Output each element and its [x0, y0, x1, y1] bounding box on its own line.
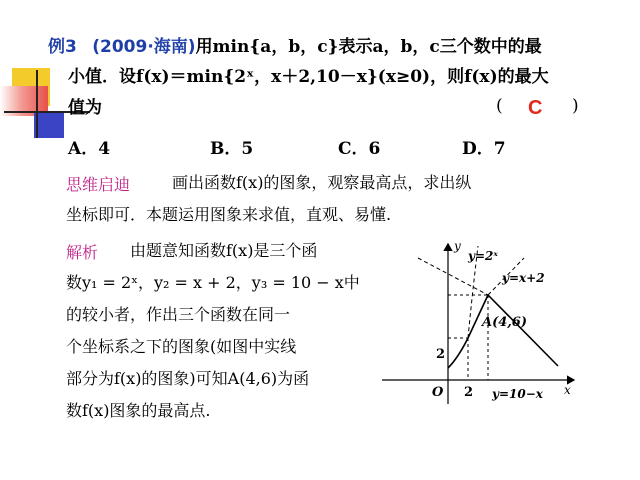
curve-exp-solid [448, 338, 468, 368]
hint-label: 思维启迪 [66, 175, 131, 194]
answer-value: C [528, 97, 543, 119]
question-source: (2009·海南) [92, 37, 196, 57]
curve2-label: y=x+2 [502, 271, 545, 285]
x-tick-label: 2 [464, 385, 474, 400]
analysis-line-1: 由题意知函数f(x)是三个函 [130, 241, 318, 260]
question-line-3: 值为 [68, 98, 102, 118]
line-10-minus-x-dashed [418, 258, 488, 295]
option-a: A．4 [68, 139, 111, 159]
y-tick-label: 2 [436, 347, 446, 362]
question-text-1: 用min{a，b，c}表示a，b，c三个数中的最 [195, 37, 542, 57]
analysis-label: 解析 [66, 243, 99, 262]
analysis-line-3: 的较小者，作出三个函数在同一 [66, 305, 291, 324]
answer-paren-close: ) [572, 96, 579, 116]
point-a-label: A(4,6) [482, 315, 528, 330]
option-d: D．7 [462, 139, 506, 159]
option-c: C．6 [338, 139, 381, 159]
decor-blue-square [34, 112, 64, 138]
option-b: B．5 [210, 139, 254, 159]
origin-label: O [432, 385, 444, 400]
question-line-2: 小值．设f(x)＝min{2ˣ，x＋2,10－x}(x≥0)，则f(x)的最大 [68, 67, 549, 87]
question-line-1 [48, 34, 542, 60]
function-graph [378, 236, 584, 408]
hint-line-1: 画出函数f(x)的图象，观察最高点，求出纵 [172, 173, 472, 192]
y-axis-label: y [454, 239, 461, 253]
example-label: 例3 [48, 37, 77, 57]
curve3-label: y=10−x [492, 387, 543, 401]
analysis-line-6: 数f(x)图象的最高点. [66, 401, 211, 420]
analysis-line-2: 数y₁ = 2ˣ，y₂ = x + 2，y₃ = 10 − x中 [66, 273, 360, 292]
answer-paren-open: ( [496, 96, 503, 116]
curve1-label: y=2ˣ [468, 249, 498, 263]
analysis-line-4: 个坐标系之下的图象(如图中实线 [66, 337, 297, 356]
analysis-line-5: 部分为f(x)的图象)可知A(4,6)为函 [66, 369, 310, 388]
line-10-minus-x-solid [488, 295, 558, 366]
hint-line-2: 坐标即可．本题运用图象来求值，直观、易懂. [66, 205, 392, 224]
x-axis-label: x [564, 383, 571, 397]
decor-vertical-line [36, 70, 38, 138]
